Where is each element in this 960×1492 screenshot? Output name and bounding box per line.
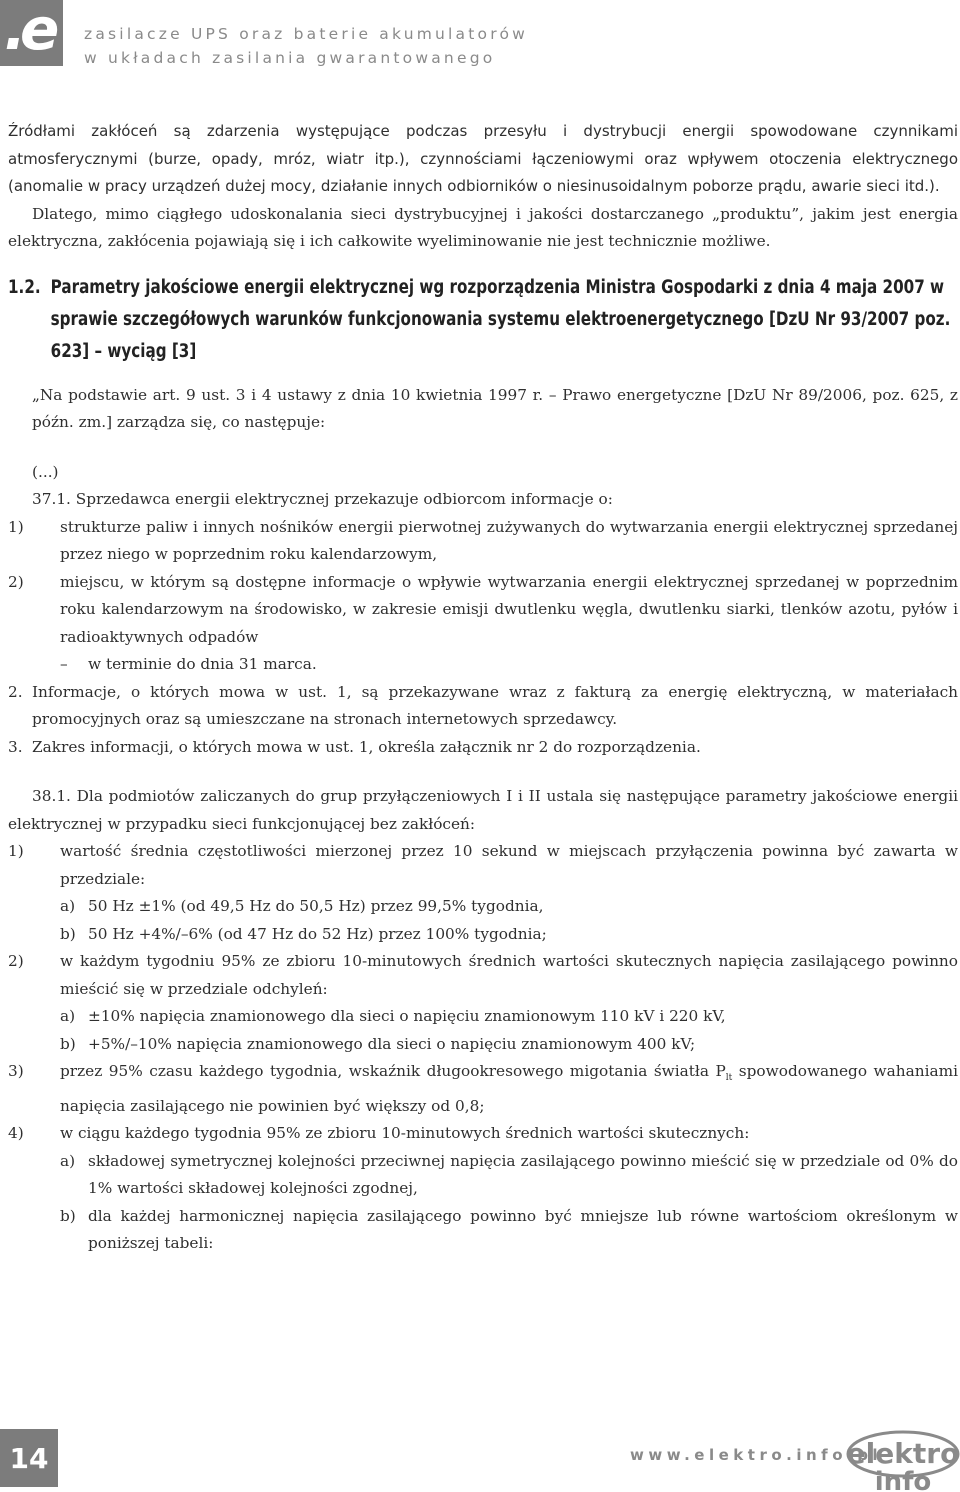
intro-paragraph-1: Źródłami zakłóceń są zdarzenia występujące podczas przesyłu i dystrybucji energii spowodowane czynnikami atmosferycznymi (burze, opady, mróz, wiatr itp.), czynnościami łączeniowymi oraz wpływem otoczenia elektrycznego (anomalie w pracy urządzeń dużej mocy, działanie innych odbiorników o niesinusoidalnym poborze prądu, awarie sieci itd.). bbox=[8, 122, 958, 195]
page-number: 14 bbox=[0, 1429, 58, 1487]
list-item: 3. Zakres informacji, o których mowa w ust. 1, określa załącznik nr 2 do rozporządzenia. bbox=[8, 737, 701, 756]
paragraph-38-intro: 38.1. Dla podmiotów zaliczanych do grup przyłączeniowych I i II ustala się następujące parametry jakościowe energii elektrycznej w przypadku sieci funkcjonującej bez zakłóceń: bbox=[8, 787, 958, 833]
dash-line: – w terminie do dnia 31 marca. bbox=[60, 655, 317, 673]
ellipsis: (...) bbox=[32, 462, 59, 481]
list-item: 1) strukturze paliw i innych nośników energii pierwotnej zużywanych do wytwarzania energii elektrycznej sprzedanej przez niego w poprzednim roku kalendarzowym, bbox=[8, 517, 958, 563]
sub-list-item: a) ±10% napięcia znamionowego dla sieci o napięciu znamionowym 110 kV i 220 kV, bbox=[60, 1007, 726, 1025]
list-item: 3) przez 95% czasu każdego tygodnia, wskaźnik długookresowego migotania światła $P_{lt}$ spowodowanego wahaniami napięcia zasilającego nie powinien być większy od 0,8; bbox=[8, 1062, 958, 1115]
sub-list-item: b) +5%/–10% napięcia znamionowego dla sieci o napięciu znamionowym 400 kV; bbox=[60, 1034, 696, 1053]
magazine-logo: .e bbox=[0, 0, 63, 66]
elektro-info-logo bbox=[846, 1430, 960, 1492]
svg-text:info: info bbox=[874, 1467, 932, 1492]
list-item: 1) wartość średnia częstotliwości mierzonej przez 10 sekund w miejscach przyłączenia powinna być zawarta w przedziale: bbox=[8, 842, 958, 888]
section-heading bbox=[8, 272, 959, 368]
sub-list-item: b) 50 Hz +4%/–6% (od 47 Hz do 52 Hz) przez 100% tygodnia; bbox=[60, 924, 547, 943]
section-title: Parametry jakościowe energii elektrycznej wg rozporządzenia Ministra Gospodarki z dnia 4 maja 2007 w sprawie szczegółowych warunków funkcjonowania systemu elektroenergetycznego [DzU Nr 93/2007 poz. 623] – wyciąg [3] bbox=[50, 276, 951, 362]
paragraph-37-intro: 37.1. Sprzedawca energii elektrycznej przekazuje odbiorcom informacje o: bbox=[32, 490, 613, 508]
sub-list-item: b) dla każdej harmonicznej napięcia zasilającego powinno być mniejsze lub równe wartościom określonym w poniższej tabeli: bbox=[60, 1206, 958, 1253]
footer-url: www.elektro.info.pl bbox=[630, 1446, 883, 1464]
list-item: 2) w każdym tygodniu 95% ze zbioru 10-minutowych średnich wartości skutecznych napięcia zasilającego powinno mieścić się w przedziale odchyleń: bbox=[8, 952, 958, 998]
svg-text:elektro: elektro bbox=[846, 1437, 960, 1470]
page-header bbox=[0, 0, 960, 80]
section-number: 1.2. bbox=[8, 276, 41, 298]
intro-paragraph-2: Dlatego, mimo ciągłego udoskonalania sieci dystrybucyjnej i jakości dostarczanego „produktu”, jakim jest energia elektryczna, zakłócenia pojawiają się i ich całkowite wyeliminowanie nie jest technicznie możliwe. bbox=[8, 204, 958, 250]
list-item: 4) w ciągu każdego tygodnia 95% ze zbioru 10-minutowych średnich wartości skutecznych: bbox=[8, 1124, 750, 1143]
sub-list-item: a) składowej symetrycznej kolejności przeciwnej napięcia zasilającego powinno mieścić się w przedziale od 0% do 1% wartości składowej kolejności zgodnej, bbox=[60, 1151, 958, 1198]
list-item: 2) miejscu, w którym są dostępne informacje o wpływie wytwarzania energii elektrycznej sprzedanej w poprzednim roku kalendarzowym na środowisko, w zakresie emisji dwutlenku węgla, dwutlenku siarki, tlenków azotu, pyłów i radioaktywnych odpadów bbox=[8, 572, 958, 646]
list-item: 2. Informacje, o których mowa w ust. 1, są przekazywane wraz z fakturą za energię elektryczną, w materiałach promocyjnych oraz są umieszczane na stronach internetowych sprzedawcy. bbox=[8, 682, 958, 728]
header-tagline: zasilacze UPS oraz baterie akumulatorów w układach zasilania gwarantowanego bbox=[84, 25, 529, 67]
quote-paragraph: „Na podstawie art. 9 ust. 3 i 4 ustawy z dnia 10 kwietnia 1997 r. – Prawo energetyczne [DzU Nr 89/2006, poz. 625, z późn. zm.] zarządza się, co następuje: bbox=[32, 385, 958, 431]
sub-list-item: a) 50 Hz ±1% (od 49,5 Hz do 50,5 Hz) przez 99,5% tygodnia, bbox=[60, 897, 544, 915]
article-body bbox=[8, 118, 958, 1258]
